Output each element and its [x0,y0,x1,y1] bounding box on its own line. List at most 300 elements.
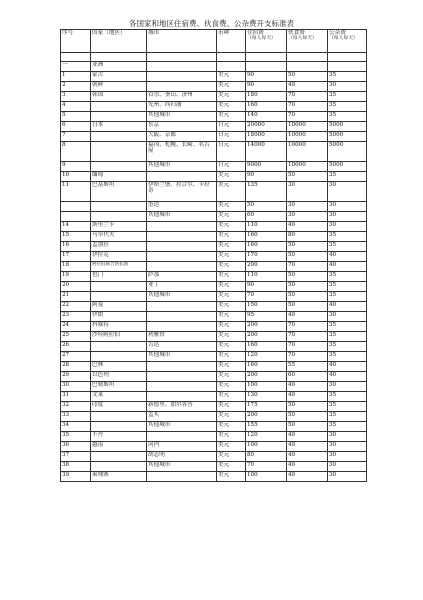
row-misc: 30 [328,442,367,452]
row-index: 16 [61,242,91,252]
row-country: 阿曼 [91,302,147,312]
row-country [91,292,147,302]
table-row [61,332,367,342]
row-city: 吉达 [147,342,217,352]
header-misc-unit: （每人每天） [329,36,358,42]
row-city: 新德里、加尔各答 [147,402,217,412]
row-country: 也门 [91,272,147,282]
row-meals: 30 [287,202,328,212]
header-meals-unit: （每人每天） [288,36,317,42]
row-currency: 美元 [217,272,246,282]
row-index: 23 [61,312,91,322]
table-row [61,212,367,222]
row-misc: 40 [328,252,367,262]
row-currency: 美元 [217,402,246,412]
table-row [61,72,367,82]
row-lodging: 110 [246,272,287,282]
row-lodging [246,53,287,62]
row-misc: 35 [328,392,367,402]
row-misc: 35 [328,72,367,82]
row-misc: 35 [328,352,367,362]
row-country: 巴林 [91,362,147,372]
row-currency: 美元 [217,312,246,322]
table-row [61,352,367,362]
row-country [91,452,147,462]
row-country [91,112,147,122]
table-row [61,232,367,242]
row-city: 伊斯兰堡、拉合尔、卡拉奇 [147,182,217,202]
table-title: 各国家和地区住宿费、伙食费、公杂费开支标准表 [129,19,294,28]
row-city: 福冈、札幌、长崎、名古屋 [147,142,217,162]
row-currency: 美元 [217,82,246,92]
header-country: 国家（地区） [91,30,147,53]
row-country [91,53,147,62]
row-misc: 30 [328,212,367,222]
row-city [147,53,217,62]
row-index: 29 [61,372,91,382]
row-city: 河内 [147,442,217,452]
row-misc: 40 [328,302,367,312]
row-currency: 美元 [217,412,246,422]
row-meals: 40 [287,392,328,402]
row-misc: 35 [328,172,367,182]
header-misc-label: 公杂费 [329,30,346,36]
table-row [61,272,367,282]
row-lodging: 60 [246,212,287,222]
header-row [61,30,367,53]
row-misc: 35 [328,332,367,342]
row-currency [217,53,246,62]
row-meals: 50 [287,272,328,282]
row-country: 伊朗 [91,312,147,322]
table-row [61,262,367,272]
table-row [61,462,367,472]
header-lodging [246,30,287,53]
row-currency: 美元 [217,212,246,222]
row-city [147,392,217,402]
row-currency: 美元 [217,382,246,392]
table-row [61,322,367,332]
row-lodging: 170 [246,252,287,262]
row-index: 39 [61,472,91,482]
row-index [61,212,91,222]
row-city [147,82,217,92]
table-row [61,312,367,322]
row-misc: 35 [328,232,367,242]
row-city: 首尔、釜山、济州 [147,92,217,102]
row-lodging: 90 [246,82,287,92]
table-row [61,182,367,202]
row-misc: 40 [328,362,367,372]
table-row [61,92,367,102]
row-country: 伊拉克 [91,252,147,262]
row-city: 大阪、京都 [147,132,217,142]
row-misc: 35 [328,112,367,122]
row-lodging: 100 [246,382,287,392]
row-currency: 美元 [217,372,246,382]
row-city: 奎达 [147,202,217,212]
row-currency: 美元 [217,112,246,122]
row-misc: 35 [328,322,367,332]
row-lodging: 160 [246,342,287,352]
row-country: 科威特 [91,322,147,332]
row-currency: 日元 [217,142,246,162]
row-city: 其他城市 [147,162,217,172]
row-city [147,252,217,262]
row-lodging: 175 [246,402,287,412]
row-meals: 80 [287,232,328,242]
row-currency: 美元 [217,392,246,402]
row-index: 35 [61,432,91,442]
row-country: 日本 [91,122,147,132]
row-lodging [246,62,287,72]
row-lodging: 95 [246,312,287,322]
row-index: 33 [61,412,91,422]
row-meals: 30 [287,212,328,222]
row-city [147,362,217,372]
row-currency: 美元 [217,352,246,362]
row-meals: 40 [287,462,328,472]
row-meals: 50 [287,282,328,292]
row-meals: 40 [287,222,328,232]
row-lodging: 200 [246,412,287,422]
row-city [147,222,217,232]
row-country: 不丹 [91,432,147,442]
row-currency: 美元 [217,172,246,182]
row-meals: 60 [287,372,328,382]
row-meals [287,53,328,62]
row-misc: 35 [328,282,367,292]
row-lodging: 200 [246,262,287,272]
row-meals: 40 [287,382,328,392]
row-meals: 50 [287,402,328,412]
row-country: 缅甸 [91,172,147,182]
row-misc: 30 [328,452,367,462]
table-row [61,252,367,262]
row-meals: 50 [287,422,328,432]
row-meals [287,62,328,72]
row-currency: 美元 [217,452,246,462]
row-index: 19 [61,272,91,282]
header-city: 城市 [147,30,217,53]
row-lodging: 14000 [246,142,287,162]
row-city: 亚丁 [147,282,217,292]
row-misc: 30 [328,202,367,212]
table-row [61,412,367,422]
row-city [147,312,217,322]
row-city [147,472,217,482]
row-meals: 50 [287,242,328,252]
row-city: 孟买 [147,412,217,422]
row-currency: 美元 [217,182,246,202]
row-misc: 5000 [328,142,367,162]
table-row [61,172,367,182]
row-currency: 日元 [217,162,246,172]
table-row [61,102,367,112]
row-city [147,72,217,82]
row-country [91,142,147,162]
row-country: 韩国 [91,92,147,102]
row-misc: 30 [328,312,367,322]
row-index: 27 [61,352,91,362]
table-row [61,372,367,382]
row-country: 越南 [91,442,147,452]
row-lodging: 100 [246,472,287,482]
table-row [61,392,367,402]
row-city: 其他城市 [147,352,217,362]
row-lodging: 200 [246,322,287,332]
row-index: 9 [61,162,91,172]
allowance-table [60,29,367,482]
row-meals: 40 [287,432,328,442]
row-currency: 美元 [217,292,246,302]
row-city [147,232,217,242]
row-city [147,242,217,252]
row-meals: 55 [287,362,328,372]
row-misc: 35 [328,422,367,432]
row-currency: 日元 [217,132,246,142]
row-city [147,302,217,312]
row-currency: 日元 [217,122,246,132]
table-row [61,142,367,162]
row-index: 31 [61,392,91,402]
row-index: 3 [61,92,91,102]
row-country: 文莱 [91,392,147,402]
row-meals: 70 [287,352,328,362]
row-country: 孟加拉 [91,242,147,252]
table-row [61,132,367,142]
row-index: 14 [61,222,91,232]
row-currency: 美元 [217,72,246,82]
table-row [61,222,367,232]
table-row [61,342,367,352]
row-country: 巴勒斯坦 [91,382,147,392]
row-misc: 30 [328,382,367,392]
table-row [61,112,367,122]
row-index: 21 [61,292,91,302]
row-city [147,172,217,182]
header-index: 序号 [61,30,91,53]
row-index: 5 [61,112,91,122]
row-country [91,202,147,212]
row-city [147,322,217,332]
row-city: 其他城市 [147,292,217,302]
row-index: 7 [61,132,91,142]
row-index: 1 [61,72,91,82]
row-meals: 10000 [287,132,328,142]
row-country [91,162,147,172]
row-index: 20 [61,282,91,292]
row-city [147,382,217,392]
row-misc: 40 [328,262,367,272]
row-country [91,462,147,472]
row-meals: 50 [287,72,328,82]
row-country: 朝鲜 [91,82,147,92]
row-meals: 70 [287,342,328,352]
row-country [91,352,147,362]
table-row [61,53,367,62]
row-misc: 5000 [328,122,367,132]
row-lodging: 90 [246,282,287,292]
row-meals: 10000 [287,122,328,132]
row-city: 其他城市 [147,112,217,122]
row-index: 30 [61,382,91,392]
row-misc: 35 [328,92,367,102]
row-misc: 30 [328,472,367,482]
row-country [91,342,147,352]
row-index: 25 [61,332,91,342]
table-row [61,432,367,442]
row-misc: 30 [328,432,367,442]
header-meals-label: 伙食费 [288,30,305,36]
table-row [61,122,367,132]
row-misc: 40 [328,372,367,382]
row-city [147,372,217,382]
row-meals: 70 [287,112,328,122]
table-row [61,422,367,432]
row-lodging: 140 [246,112,287,122]
table-row [61,382,367,392]
table-row [61,202,367,212]
row-lodging: 70 [246,292,287,302]
row-misc: 35 [328,242,367,252]
row-currency: 美元 [217,202,246,212]
row-misc: 5000 [328,132,367,142]
row-lodging: 200 [246,332,287,342]
row-index: 18 [61,262,91,272]
row-currency: 美元 [217,362,246,372]
row-country: 沙特阿拉伯 [91,332,147,342]
row-index: 34 [61,422,91,432]
row-country: 马尔代夫 [91,232,147,242]
row-country [91,132,147,142]
table-row [61,292,367,302]
header-lodging-unit: （每人每天） [247,36,276,42]
row-lodging: 155 [246,422,287,432]
table-row [61,452,367,462]
row-currency: 美元 [217,222,246,232]
row-lodging: 130 [246,392,287,402]
row-misc: 35 [328,342,367,352]
row-lodging: 90 [246,72,287,82]
row-currency: 美元 [217,322,246,332]
row-index: 22 [61,302,91,312]
row-meals: 10000 [287,162,328,172]
row-currency: 美元 [217,102,246,112]
row-currency: 美元 [217,232,246,242]
table-row [61,282,367,292]
row-currency [217,62,246,72]
row-lodging: 9000 [246,162,287,172]
row-city: 利雅得 [147,332,217,342]
row-meals: 40 [287,82,328,92]
row-city: 光州、西归浦 [147,102,217,112]
row-index: 17 [61,252,91,262]
row-country [91,102,147,112]
row-currency: 美元 [217,242,246,252]
row-currency: 美元 [217,432,246,442]
row-currency: 美元 [217,92,246,102]
row-misc: 30 [328,82,367,92]
row-city [147,62,217,72]
row-misc: 35 [328,102,367,112]
table-row [61,362,367,372]
row-lodging: 80 [246,452,287,462]
row-currency: 美元 [217,332,246,342]
row-index: 32 [61,402,91,412]
row-misc: 35 [328,292,367,302]
row-lodging: 20000 [246,122,287,132]
row-country: 斯里兰卡 [91,222,147,232]
row-index: 8 [61,142,91,162]
table-body [61,53,367,482]
table-row [61,62,367,72]
row-meals: 40 [287,312,328,322]
table-row [61,162,367,172]
row-meals: 30 [287,182,328,202]
table-row [61,242,367,252]
row-country: 柬埔寨 [91,472,147,482]
row-currency: 美元 [217,462,246,472]
table-row [61,442,367,452]
row-index: 38 [61,462,91,472]
row-index: 2 [61,82,91,92]
row-country: 巴基斯坦 [91,182,147,202]
row-index: 4 [61,102,91,112]
row-meals: 50 [287,252,328,262]
row-meals: 70 [287,332,328,342]
row-lodging: 70 [246,462,287,472]
row-city [147,262,217,272]
row-lodging: 160 [246,362,287,372]
row-currency: 美元 [217,252,246,262]
row-index: 26 [61,342,91,352]
row-lodging: 110 [246,222,287,232]
row-currency: 美元 [217,342,246,352]
row-meals: 70 [287,322,328,332]
header-misc [328,30,367,53]
row-currency: 美元 [217,262,246,272]
row-city: 东京 [147,122,217,132]
row-country: 亚洲 [91,62,147,72]
row-city: 胡志明 [147,452,217,462]
row-lodging: 200 [246,372,287,382]
row-meals: 50 [287,172,328,182]
row-lodging: 135 [246,182,287,202]
row-misc: 5000 [328,162,367,172]
table-row [61,82,367,92]
row-meals: 40 [287,472,328,482]
row-misc: 30 [328,182,367,202]
header-currency: 币种 [217,30,246,53]
header-meals [287,30,328,53]
row-index: 6 [61,122,91,132]
row-lodging: 100 [246,442,287,452]
row-lodging: 160 [246,242,287,252]
row-meals: 10000 [287,142,328,162]
row-currency: 美元 [217,302,246,312]
row-index: 一 [61,62,91,72]
row-meals: 70 [287,262,328,272]
row-country: 以色列 [91,372,147,382]
table-row [61,402,367,412]
row-index [61,202,91,212]
row-city: 其他城市 [147,422,217,432]
row-country: 印度 [91,402,147,412]
row-index: 11 [61,182,91,202]
row-country [91,282,147,292]
row-misc: 30 [328,462,367,472]
